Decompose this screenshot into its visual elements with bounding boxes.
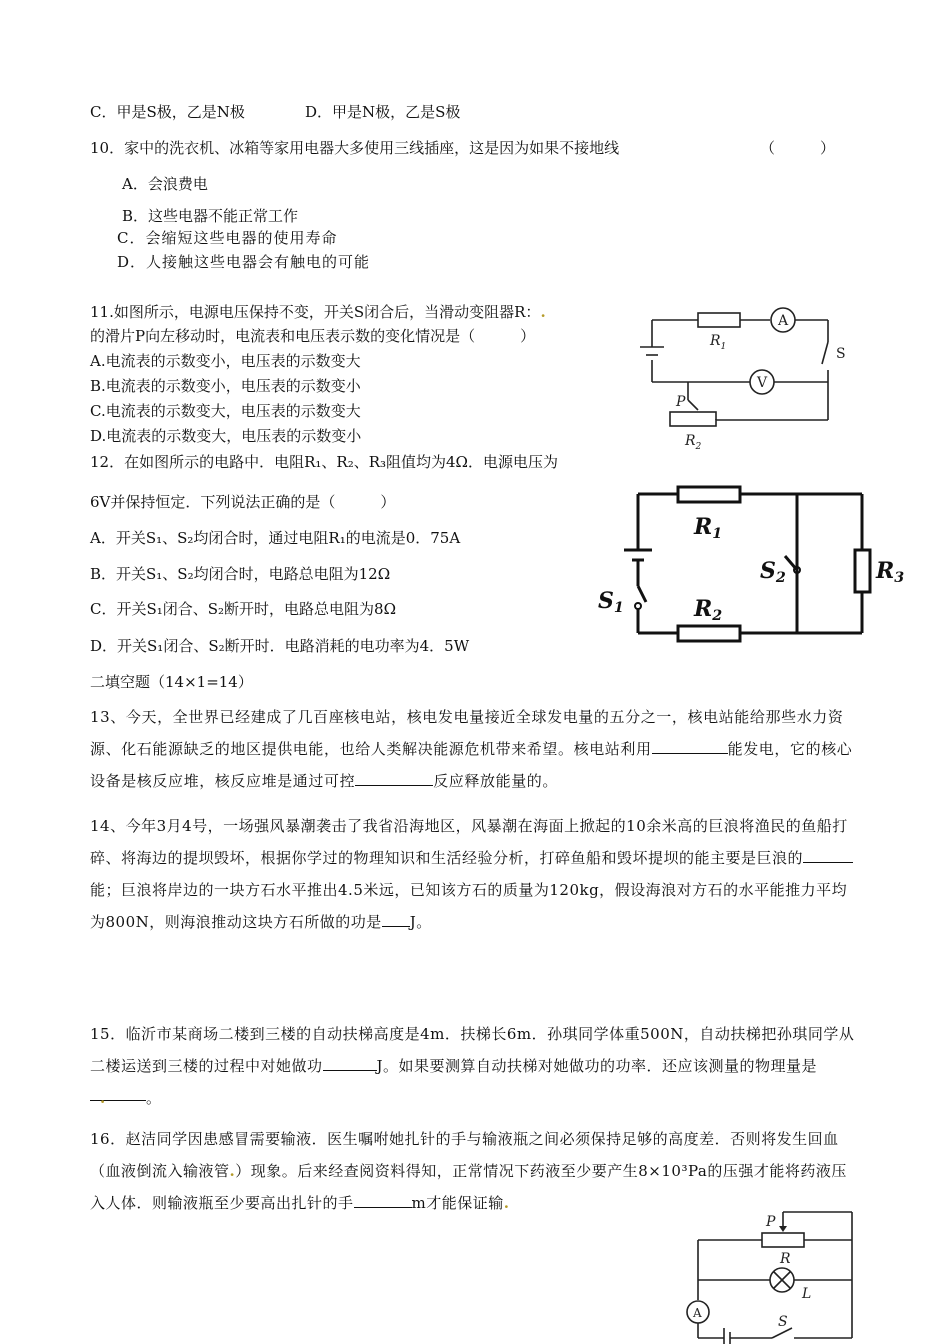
q16-circuit-diagram [684, 1208, 864, 1344]
q15-paragraph: 15．临沂市某商场二楼到三楼的自动扶梯高度是4m．扶梯长6m．孙琪同学体重500N，自动扶梯把孙琪同学从二楼运送到三楼的过程中对她做功 J。如果要测算自动扶梯对她做功的功率．还应该测量的物理量是. 。 [90, 1025, 855, 1107]
q10-option-d: D．人接触这些电器会有触电的可能 [117, 253, 371, 271]
q12-r2-label: R2 [694, 596, 723, 624]
q10-answer-paren: （ ） [760, 139, 836, 157]
q9-option-d: D．甲是N极，乙是S极 [305, 103, 461, 121]
q11-option-d: D.电流表的示数变大，电压表的示数变小 [90, 427, 362, 445]
q11-p-label: P [676, 394, 686, 410]
section-fill-blank-title: 二填空题（14×1=14） [90, 673, 253, 691]
q11-stem-line1: 11.如图所示，电源电压保持不变，开关S闭合后，当滑动变阻器R：. [90, 303, 546, 321]
q16-s-label: S [778, 1314, 788, 1330]
q12-option-b: B．开关S₁、S₂均闭合时，电路总电阻为12Ω [90, 565, 391, 583]
q12-r3-label: R3 [876, 558, 905, 586]
q10-option-a: A．会浪费电 [122, 175, 208, 193]
q11-r2-label: $R_2$ [685, 433, 702, 452]
q16-l-label: L [802, 1286, 812, 1302]
q16-ammeter-label: A [693, 1306, 702, 1320]
q16-blank-1 [354, 1189, 412, 1208]
q10-option-c: C．会缩短这些电器的使用寿命 [117, 229, 338, 247]
q12-s1-label: S1 [598, 588, 624, 616]
q14-paragraph: 14、今年3月4号，一场强风暴潮袭击了我省沿海地区，风暴潮在海面上掀起的10余米高的巨浪将渔民的鱼船打碎、将海边的提坝毁坏，根据你学过的物理知识和生活经验分析，打碎鱼船和毁坏提坝的能主要是巨浪的能；巨浪将岸边的一块方石水平推出4.5米远，已知该方石的质量为120kg，假设海浪对方石的水平能推力平均为800N，则海浪推动这块方石所做的功是 J。 [90, 810, 862, 938]
q12-s2-label: S2 [760, 558, 786, 586]
q12-stem-line1: 12．在如图所示的电路中．电阻R₁、R₂、R₃阻值均为4Ω．电源电压为 [90, 453, 558, 471]
q15-blank-1 [323, 1052, 377, 1071]
q13-blank-1 [652, 735, 728, 754]
q16-paragraph: 16．赵洁同学因患感冒需要输液．医生嘱咐她扎针的手与输液瓶之间必须保持足够的高度差．否则将发生回血（血液倒流入输液管.）现象。后来经查阅资料得知，正常情况下药液至少要产生8×10³Pa的压强才能将药液压入人体．则输液瓶至少要高出扎针的手 m才能保证输. [90, 1130, 847, 1212]
q13-blank-2 [355, 767, 433, 786]
q16-r-label: R [780, 1251, 791, 1267]
q12-option-a: A．开关S₁、S₂均闭合时，通过电阻R₁的电流是0．75A [90, 529, 461, 547]
q14-blank-1 [803, 844, 853, 863]
q12-r1-label: R1 [694, 514, 723, 542]
q11-ammeter-label: A [778, 313, 789, 329]
q11-circuit-diagram [630, 302, 860, 452]
q10-stem: 10．家中的洗衣机、冰箱等家用电器大多使用三线插座，这是因为如果不接地线 [90, 139, 620, 157]
q13-paragraph: 13、今天，全世界已经建成了几百座核电站，核电发电量接近全球发电量的五分之一，核电站能给那些水力资源、化石能源缺乏的地区提供电能，也给人类解决能源危机带来希望。核电站利用 能发电，它的核心设备是核反应堆，核反应堆是通过可控 反应释放能量的。 [90, 708, 853, 790]
q11-switch-label: S [836, 346, 846, 362]
q12-option-d: D．开关S₁闭合、S₂断开时．电路消耗的电功率为4．5W [90, 637, 470, 655]
q9-option-c: C．甲是S极，乙是N极 [90, 103, 245, 121]
q12-circuit-diagram [590, 478, 910, 643]
q15-blank-2: . [90, 1082, 146, 1101]
q11-option-c: C.电流表的示数变大，电压表的示数变大 [90, 402, 361, 420]
q14-blank-2 [382, 908, 410, 927]
q12-option-c: C．开关S₁闭合、S₂断开时，电路总电阻为8Ω [90, 600, 397, 618]
q11-option-a: A.电流表的示数变小，电压表的示数变大 [90, 352, 361, 370]
q11-option-b: B.电流表的示数变小，电压表的示数变小 [90, 377, 361, 395]
q11-stem-line2: 的滑片P向左移动时，电流表和电压表示数的变化情况是（ ） [90, 327, 536, 345]
q16-p-label: P [766, 1214, 776, 1230]
q10-option-b: B．这些电器不能正常工作 [122, 207, 299, 225]
q12-stem-line2: 6V并保持恒定．下列说法正确的是（ ） [90, 493, 396, 511]
q11-r1-label: $R_1$ [710, 333, 727, 352]
q11-voltmeter-label: V [757, 375, 768, 391]
